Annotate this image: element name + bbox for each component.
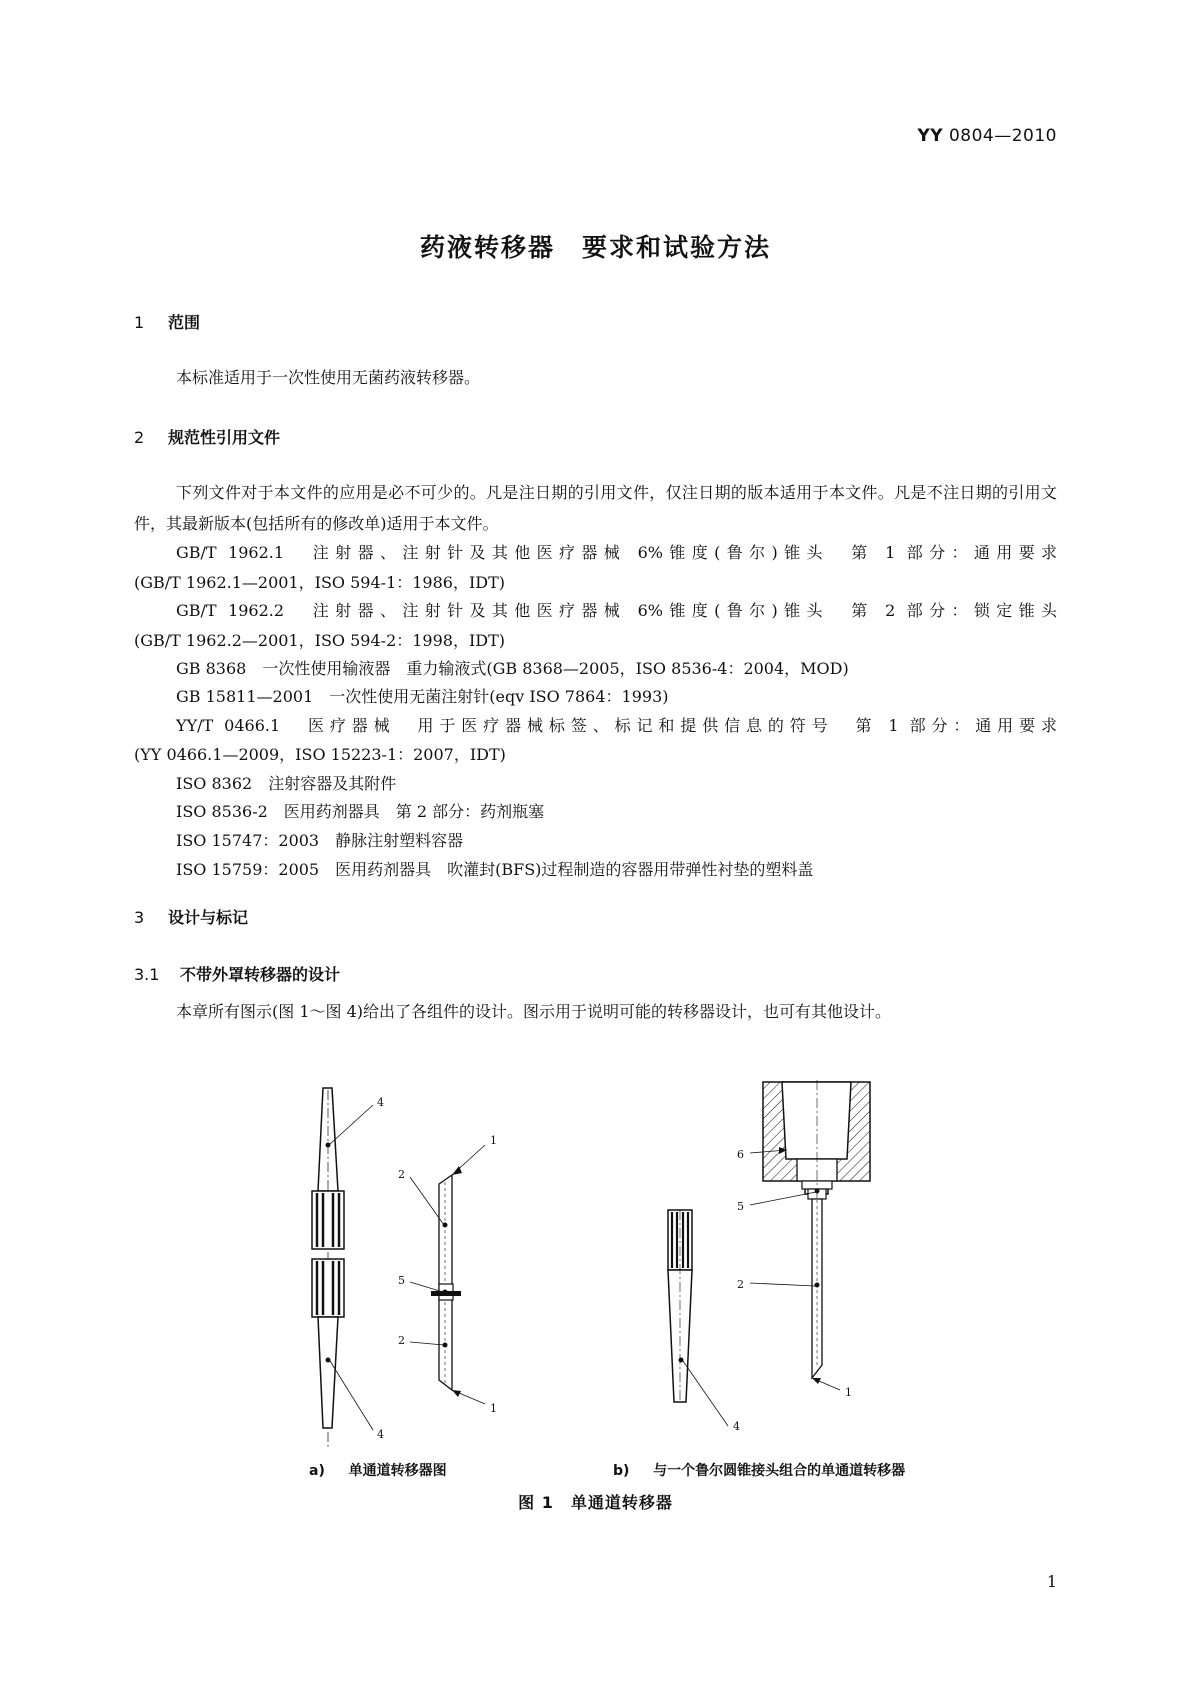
subsection-3-1-heading: [134, 962, 340, 985]
caption-a-text: 单通道转移器图: [348, 1463, 447, 1479]
reference-item: ISO 8362 注射容器及其附件: [176, 774, 397, 793]
reference-item: ISO 15759：2005 医用药剂器具 吹灌封(BFS)过程制造的容器用带弹性衬垫的塑料盖: [176, 860, 814, 879]
section-2-intro: 下列文件对于本文件的应用是必不可少的。凡是注日期的引用文件，仅注日期的版本适用于本文件。凡是不注日期的引用文件，其最新版本(包括所有的修改单)适用于本文件。: [134, 483, 1057, 533]
reference-item: ISO 15747：2003 静脉注射塑料容器: [176, 831, 464, 850]
reference-item-continued: (YY 0466.1—2009，ISO 15223-1：2007，IDT): [134, 745, 506, 764]
standard-code: 0804—2010: [948, 126, 1057, 146]
figure-1-title: 图 1 单通道转移器: [518, 1493, 673, 1512]
reference-item: GB/T 1962.1 注射器、注射针及其他医疗器械 6%锥度(鲁尔)锥头 第 1 部分：通用要求: [176, 543, 1057, 562]
figure-1-drawing: [0, 1060, 1191, 1490]
caption-b: [613, 1460, 905, 1480]
reference-item: ISO 8536-2 医用药剂器具 第 2 部分：药剂瓶塞: [176, 802, 545, 821]
section-3-body: 本章所有图示(图 1～图 4)给出了各组件的设计。图示用于说明可能的转移器设计，也可有其他设计。: [176, 1002, 892, 1021]
reference-item-continued: (GB/T 1962.2—2001，ISO 594-2：1998，IDT): [134, 631, 506, 650]
reference-item: GB 8368 一次性使用输液器 重力输液式(GB 8368—2005，ISO 8536-4：2004，MOD): [176, 659, 849, 678]
document-title: 药液转移器 要求和试验方法: [419, 233, 771, 262]
label-4-b: 4: [733, 1420, 740, 1433]
section-title: 设计与标记: [168, 908, 249, 927]
section-1-body: 本标准适用于一次性使用无菌药液转移器。: [176, 368, 481, 387]
figure-a-transfer-device: [312, 1088, 497, 1450]
section-number: 3: [134, 908, 145, 927]
reference-item-continued: (GB/T 1962.1—2001，ISO 594-1：1986，IDT): [134, 573, 506, 592]
label-6: 6: [737, 1148, 744, 1161]
section-number: 1: [134, 313, 145, 332]
standard-prefix: YY: [917, 126, 944, 146]
caption-b-text: 与一个鲁尔圆锥接头组合的单通道转移器: [653, 1463, 906, 1479]
label-1-b: 1: [845, 1386, 852, 1399]
subsection-number: 3.1: [134, 965, 160, 984]
caption-b-mark: b): [613, 1463, 630, 1479]
section-number: 2: [134, 428, 145, 447]
caption-a-mark: a): [309, 1463, 325, 1479]
caption-a: [309, 1460, 447, 1480]
label-2-lower: 2: [398, 1334, 405, 1347]
section-title: 范围: [168, 313, 201, 332]
label-1-lower: 1: [490, 1402, 497, 1415]
label-1-upper: 1: [490, 1134, 497, 1147]
label-2-upper: 2: [398, 1168, 405, 1181]
label-4-lower: 4: [377, 1428, 384, 1441]
figure-b-transfer-device-with-luer: [668, 1080, 870, 1433]
label-2-b: 2: [737, 1278, 744, 1291]
standard-number: [917, 126, 1057, 146]
reference-item: GB 15811—2001 一次性使用无菌注射针(eqv ISO 7864：1993): [176, 687, 669, 706]
label-5: 5: [398, 1274, 405, 1287]
section-2-heading: [134, 425, 280, 448]
section-title: 规范性引用文件: [168, 428, 281, 447]
reference-item: YY/T 0466.1 医疗器械 用于医疗器械标签、标记和提供信息的符号 第 1 部分：通用要求: [176, 716, 1057, 735]
label-4-upper: 4: [377, 1096, 384, 1109]
reference-item: GB/T 1962.2 注射器、注射针及其他医疗器械 6%锥度(鲁尔)锥头 第 2 部分：锁定锥头: [176, 601, 1057, 620]
section-3-heading: [134, 905, 248, 928]
section-1-heading: [134, 310, 200, 333]
page-number: 1: [1046, 1572, 1057, 1591]
label-5-b: 5: [737, 1200, 744, 1213]
subsection-title: 不带外罩转移器的设计: [180, 965, 341, 984]
